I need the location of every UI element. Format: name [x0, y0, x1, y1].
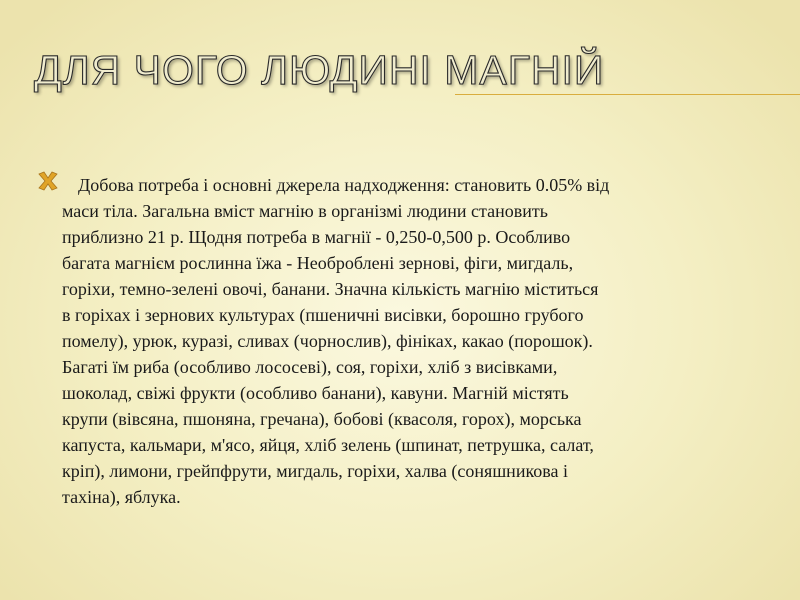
title-divider: [455, 94, 800, 95]
body-line: крупи (вівсяна, пшоняна, гречана), бобові (квасоля, горох), морська: [62, 409, 582, 429]
body-line: тахіна), яблука.: [62, 487, 181, 507]
body-line: капуста, кальмари, м'ясо, яйця, хліб зелень (шпинат, петрушка, салат,: [62, 435, 594, 455]
body-line: приблизно 21 р. Щодня потреба в магнії - 0,250-0,500 р. Особливо: [62, 227, 571, 247]
body-line: багата магнієм рослинна їжа - Необроблені зернові, фіги, мигдаль,: [62, 253, 574, 273]
body-line: Добова потреба і основні джерела надходження: становить 0.05% від: [78, 175, 610, 195]
body-text: [62, 172, 780, 510]
body-line: маси тіла. Загальна вміст магнію в організмі людини становить: [62, 201, 548, 221]
body-line: кріп), лимони, грейпфрути, мигдаль, горіхи, халва (соняшникова і: [62, 461, 569, 481]
body-line: помелу), урюк, куразі, сливах (чорнослив), фініках, какао (порошок).: [62, 331, 593, 351]
x-mark-icon: [36, 169, 60, 193]
body-line: в горіхах і зернових культурах (пшеничні висівки, борошно грубого: [62, 305, 584, 325]
body-line: горіхи, темно-зелені овочі, банани. Значна кількість магнію міститься: [62, 279, 599, 299]
slide-title: ДЛЯ ЧОГО ЛЮДИНІ МАГНІЙ: [34, 47, 605, 93]
body-line: Багаті їм риба (особливо лососеві), соя, горіхи, хліб з висівками,: [62, 357, 558, 377]
body-line: шоколад, свіжі фрукти (особливо банани), кавуни. Магній містять: [62, 383, 569, 403]
